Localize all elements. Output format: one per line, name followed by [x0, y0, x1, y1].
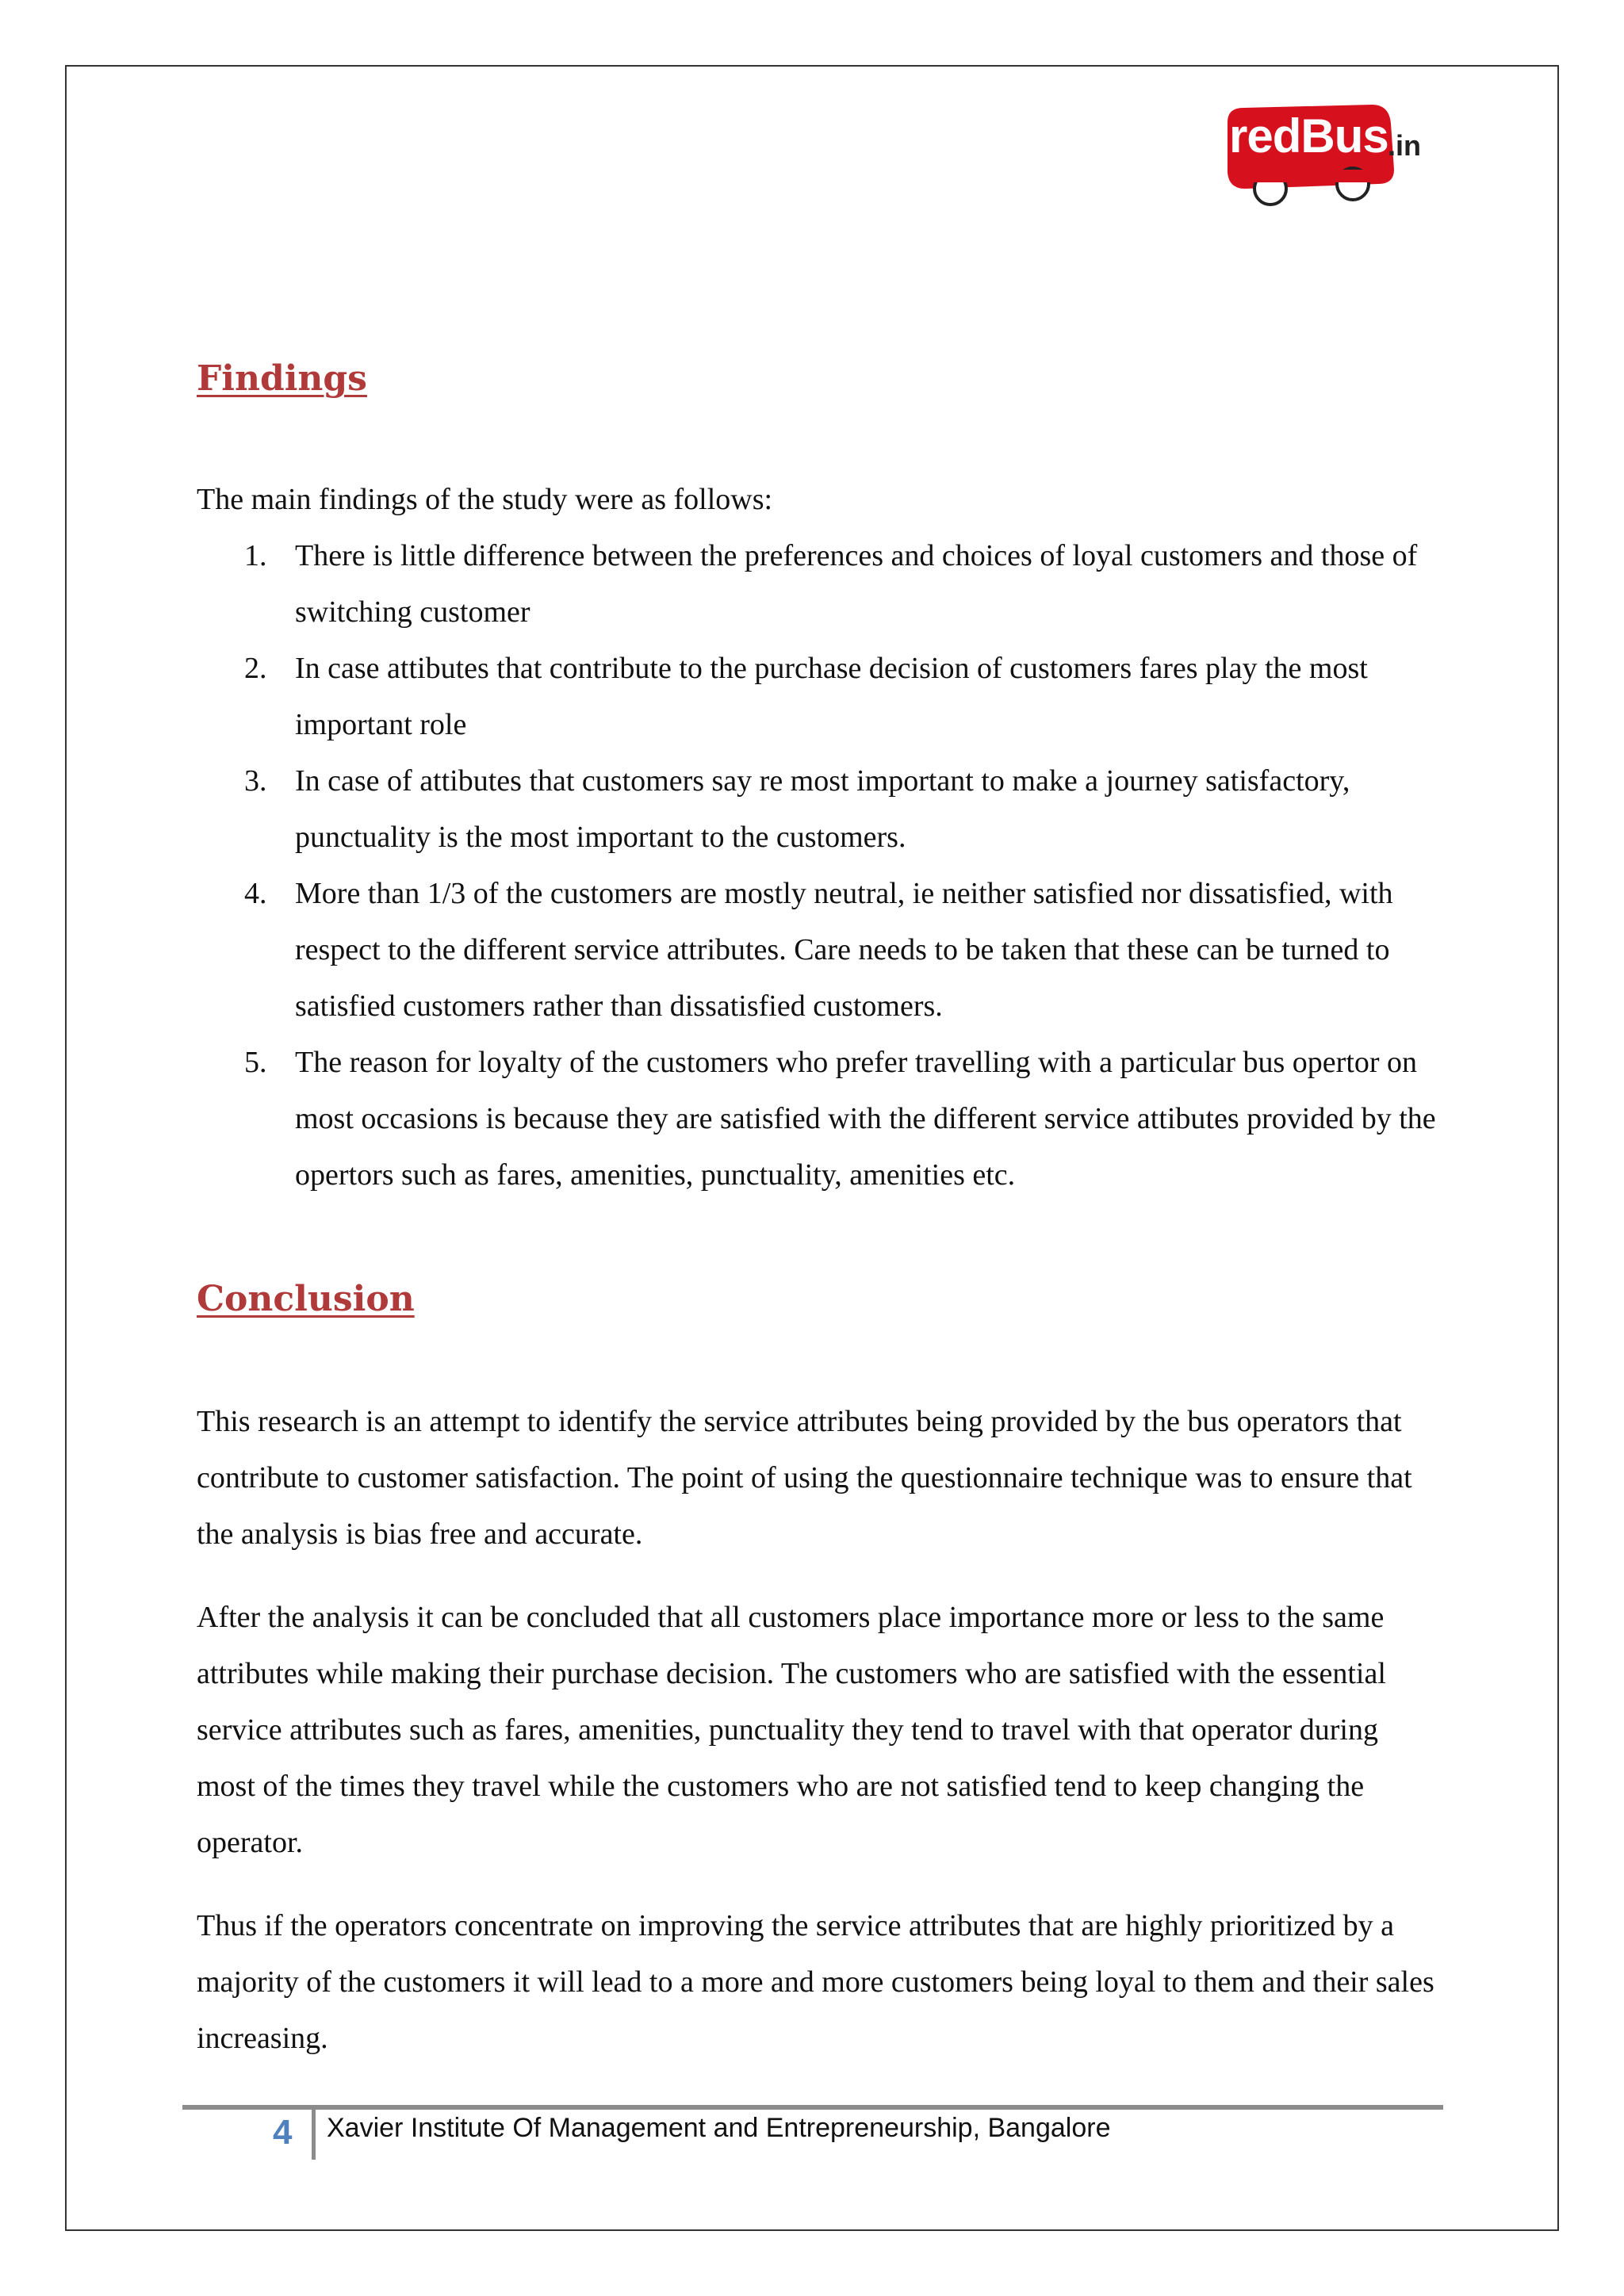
conclusion-paragraph-1: This research is an attempt to identify the service attributes being provided by the bus operators that contribute to customer satisfaction. The point of using the questionnaire technique was to ensure that the analysis is bias free and accurate.: [197, 1405, 1412, 1551]
list-item-number: 3.: [244, 764, 267, 798]
findings-intro: The main findings of the study were as follows:: [197, 483, 773, 516]
page-number: 4: [273, 2113, 293, 2152]
footer-separator: [312, 2107, 316, 2160]
list-item-number: 1.: [244, 539, 267, 572]
list-item: [197, 1035, 1442, 1203]
redbus-logo: [1221, 100, 1435, 211]
list-item-text: More than 1/3 of the customers are mostly neutral, ie neither satisfied nor dissatisfied, with respect to the different service attributes. Care needs to be taken that these can be turned to satisfied customers rather than dissatisfied customers.: [295, 877, 1393, 1023]
footer-rule: [182, 2105, 1443, 2110]
list-item-number: 4.: [244, 877, 267, 910]
logo-suffix: .in: [1388, 129, 1421, 162]
footer-institution: Xavier Institute Of Management and Entrepreneurship, Bangalore: [327, 2113, 1111, 2143]
list-item-text: The reason for loyalty of the customers who prefer travelling with a particular bus opertor on most occasions is because they are satisfied with the different service attibutes provided by the opertors such as fares, amenities, punctuality, amenities etc.: [295, 1046, 1436, 1192]
list-item: [197, 753, 1442, 866]
list-item-number: 2.: [244, 652, 267, 685]
conclusion-heading: Conclusion: [197, 1279, 415, 1319]
list-item-text: There is little difference between the preferences and choices of loyal customers and those of switching customer: [295, 539, 1418, 629]
conclusion-paragraph-2: After the analysis it can be concluded that all customers place importance more or less to the same attributes while making their purchase decision. The customers who are satisfied with the essential service attributes such as fares, amenities, punctuality they tend to travel with that operator during most of the times they travel while the customers who are not satisfied tend to keep changing the operator.: [197, 1601, 1386, 1859]
list-item-text: In case of attibutes that customers say re most important to make a journey satisfactory, punctuality is the most important to the customers.: [295, 764, 1350, 854]
conclusion-paragraph-3: Thus if the operators concentrate on improving the service attributes that are highly prioritized by a majority of the customers it will lead to a more and more customers being loyal to them and their sales increasing.: [197, 1909, 1434, 2055]
logo-word: redBus: [1229, 109, 1388, 163]
list-item-number: 5.: [244, 1046, 267, 1079]
list-item: [197, 528, 1442, 641]
findings-list: [197, 528, 1442, 1203]
findings-heading: Findings: [197, 358, 367, 399]
list-item: [197, 866, 1442, 1035]
list-item: [197, 641, 1442, 753]
list-item-text: In case attibutes that contribute to the purchase decision of customers fares play the most important role: [295, 652, 1368, 741]
